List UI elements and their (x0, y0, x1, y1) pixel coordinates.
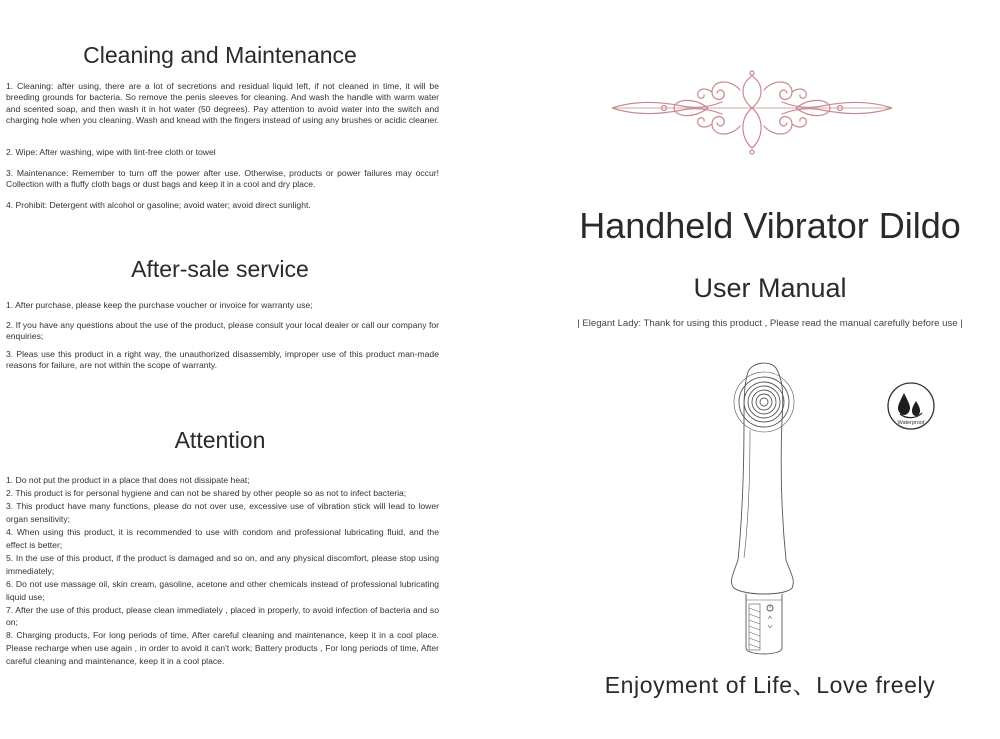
water-drop-icon (886, 381, 936, 431)
cleaning-paragraph-4: 4. Prohibit: Detergent with alcohol or gasoline; avoid water; avoid direct sunlight. (6, 200, 311, 210)
after-sale-paragraph-1: 1. After purchase, please keep the purchase voucher or invoice for warranty use; (6, 300, 313, 310)
cleaning-paragraph-3: 3. Maintenance: Remember to turn off the power after use. Otherwise, products or power failures may occur! Collection with a fluffy cloth bags or dust bags and keep it in a cool and dry place. (6, 168, 439, 190)
attention-title: Attention (174, 427, 266, 453)
attention-list: 1. Do not put the product in a place that does not dissipate heat; 2. This product is for personal hygiene and can not be shared by other people so as not to infect bacteria; 3. This product have many functions, please do not over use, excessive use of vibration stick will lead to lower organ sensitivity; 4. When using this product, it is recommended to use with condom and professional lubricating fluid, and the effect is better; 5. In the use of this product, if the product is damaged and so on, and any physical discomfort, please stop using immediately; 6. Do not use massage oil, skin cream, gasoline, acetone and other chemicals instead of professional lubricating liquid use; 7. After the use of this product, please clean immediately , placed in properly, to avoid infection of bacteria and so on; 8. Charging products, For long periods of time, After careful cleaning and maintenance, keep it in a cool place. Please recharge when use again , in order to avoid it can't work; Battery products , For long periods of time, After careful cleaning and maintenance, keep it in a cool place. (6, 475, 439, 667)
after-sale-title: After-sale service (131, 256, 309, 282)
cleaning-title: Cleaning and Maintenance (83, 42, 357, 68)
scroll-ornament-icon (612, 68, 892, 158)
tagline: | Elegant Lady: Thank for using this product , Please read the manual carefully before use | (577, 318, 963, 329)
after-sale-paragraph-3: 3. Pleas use this product in a right way, the unauthorized disassembly, improper use of this product man-made reasons for failure, are not within the scope of warranty. (6, 349, 439, 371)
waterproof-label: Waterproof (897, 420, 925, 426)
right-page (540, 0, 1000, 739)
left-page (0, 0, 450, 739)
vibrator-line-drawing-icon (724, 360, 844, 660)
manual-subtitle: User Manual (693, 273, 847, 303)
cleaning-paragraph-2: 2. Wipe: After washing, wipe with lint-free cloth or towel (6, 147, 216, 157)
product-title: Handheld Vibrator Dildo (579, 205, 961, 246)
slogan: Enjoyment of Life、Love freely (604, 672, 936, 698)
cleaning-paragraph-1: 1. Cleaning: after using, there are a lot of secretions and residual liquid left, if not cleaned in time, it will be breeding grounds for bacteria. So remove the penis sleeves for cleaning. And wash the handle with warm water and scented soap, and then wash it in hot water (50 degrees). Pay attention to avoid water into the switch and charging hole when you cleaning. Wash and knead with the fingers instead of using any brushes or acidic cleaner. (6, 81, 439, 125)
after-sale-paragraph-2: 2. If you have any questions about the use of the product, please consult your local dealer or call our company for enquiries; (6, 320, 439, 342)
